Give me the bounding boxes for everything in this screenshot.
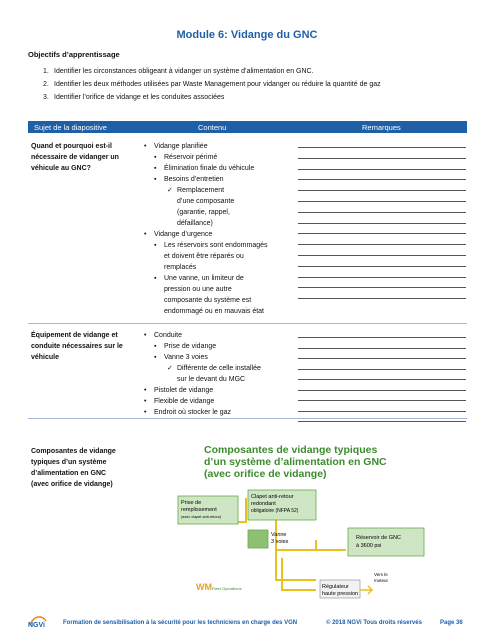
svg-text:obligatoire (NFPA 52): obligatoire (NFPA 52) — [251, 508, 299, 514]
svg-text:haute pression: haute pression — [322, 591, 359, 597]
remark-line[interactable] — [298, 379, 466, 380]
table-header — [28, 121, 467, 133]
ngvi-logo — [26, 613, 50, 629]
remark-line[interactable] — [298, 255, 466, 256]
content-text: d’une composante — [177, 198, 235, 205]
bullet-icon: ▪ — [154, 242, 157, 249]
header-subject: Sujet de la diapositive — [34, 123, 107, 132]
pipe-lines — [282, 558, 316, 590]
header-content: Contenu — [198, 123, 227, 132]
header-remarks: Remarques — [362, 123, 401, 132]
remark-line[interactable] — [298, 244, 466, 245]
remark-line[interactable] — [298, 348, 466, 349]
svg-text:3 voies: 3 voies — [271, 539, 289, 545]
bullet-icon: • — [144, 398, 147, 405]
bullet-icon: ▪ — [154, 275, 157, 282]
remark-line[interactable] — [298, 400, 466, 401]
wm-logo: WM — [196, 582, 212, 592]
row-divider — [28, 323, 467, 324]
checkmark-icon: ✓ — [167, 187, 173, 194]
remark-line[interactable] — [298, 287, 466, 288]
bullet-icon: ▪ — [154, 154, 157, 161]
content-text: Différente de celle installée — [177, 365, 261, 372]
content-text: Vidange planifiée — [154, 143, 208, 150]
remark-line[interactable] — [298, 421, 466, 422]
content-text: (garantie, rappel, — [177, 209, 230, 216]
svg-text:redondant: redondant — [251, 501, 276, 507]
content-text: Réservoir périmé — [164, 154, 218, 161]
remark-line[interactable] — [298, 179, 466, 180]
svg-text:Vers le: Vers le — [374, 572, 388, 577]
row2-subject: Équipement de vidange et conduite nécessaires sur le véhicule — [31, 332, 123, 361]
bullet-icon: • — [144, 332, 147, 339]
bullet-icon: ▪ — [154, 176, 157, 183]
svg-text:NGVi: NGVi — [28, 622, 45, 629]
content-text: Les réservoirs sont endommagés — [164, 242, 268, 249]
svg-text:Réservoir de GNC: Réservoir de GNC — [356, 535, 401, 541]
content-text: Remplacement — [177, 187, 225, 194]
bullet-icon: ▪ — [154, 354, 157, 361]
diagram-title-line: (avec orifice de vidange) — [204, 468, 327, 480]
remark-line[interactable] — [298, 337, 466, 338]
drain-components-diagram — [176, 440, 472, 605]
content-text: Endroit où stocker le gaz — [154, 409, 232, 416]
fleet-operations-label: Fleet Operations — [212, 586, 242, 591]
content-text: composante du système est — [164, 297, 252, 304]
row1-subject: Quand et pourquoi est-il nécessaire de vidanger un véhicule au GNC? — [31, 143, 119, 172]
svg-text:Régulateur: Régulateur — [322, 584, 349, 590]
content-text: Élimination finale du véhicule — [164, 165, 255, 172]
reservoir-box — [348, 528, 424, 556]
content-text: Flexible de vidange — [154, 398, 215, 405]
diagram-title-line: Composantes de vidange typiques — [204, 444, 378, 456]
remark-line[interactable] — [298, 201, 466, 202]
svg-text:(avec clapet anti-retour): (avec clapet anti-retour) — [181, 515, 222, 519]
row1-content — [140, 141, 290, 321]
content-text: sur le devant du MGC — [177, 376, 246, 383]
content-text: endommagé ou en mauvais état — [164, 308, 265, 315]
remark-line[interactable] — [298, 266, 466, 267]
row3-subject: Composantes de vidange typiques d’un système d’alimentation en GNC (avec orifice de vidange) — [31, 448, 116, 488]
content-text: Vidange d’urgence — [154, 231, 213, 238]
content-text: Prise de vidange — [164, 343, 217, 350]
remark-line[interactable] — [298, 369, 466, 370]
footer-copyright: © 2018 NGVi Tous droits réservés — [326, 620, 422, 626]
content-text: défaillance) — [177, 220, 213, 227]
remark-line[interactable] — [298, 390, 466, 391]
content-text: Besoins d’entretien — [164, 176, 224, 183]
bullet-icon: • — [144, 143, 147, 150]
content-text: remplacés — [164, 264, 197, 271]
content-text: Conduite — [154, 332, 183, 339]
page-title: Module 6: Vidange du GNC — [176, 29, 318, 41]
remark-line[interactable] — [298, 190, 466, 191]
vanne-symbol — [248, 530, 268, 548]
objectives-heading: Objectifs d’apprentissage — [28, 50, 120, 59]
content-text: et doivent être réparés ou — [164, 253, 244, 260]
bullet-icon: ▪ — [154, 343, 157, 350]
remark-line[interactable] — [298, 223, 466, 224]
content-text: pression ou une autre — [164, 286, 232, 293]
bullet-icon: • — [144, 409, 147, 416]
objective-item: 1. Identifier les circonstances obligeant à vidanger un système d’alimentation en GNC. — [43, 68, 314, 75]
bullet-icon: • — [144, 231, 147, 238]
svg-text:Vanne: Vanne — [271, 532, 287, 538]
remark-line[interactable] — [298, 298, 466, 299]
footer-text: Formation de sensibilisation à la sécurité pour les techniciens en charge des VGN — [63, 620, 298, 626]
objectives-list — [43, 65, 381, 104]
remark-line[interactable] — [298, 358, 466, 359]
remark-line[interactable] — [298, 169, 466, 170]
remark-line[interactable] — [298, 158, 466, 159]
content-text: Une vanne, un limiteur de — [164, 275, 244, 282]
content-text: Vanne 3 voies — [164, 354, 208, 361]
bullet-icon: ▪ — [154, 165, 157, 172]
remark-line[interactable] — [298, 147, 466, 148]
row2-content — [140, 330, 290, 420]
remark-line[interactable] — [298, 212, 466, 213]
svg-text:moteur: moteur — [374, 578, 389, 583]
svg-text:Clapet anti-retour: Clapet anti-retour — [251, 494, 294, 500]
checkmark-icon: ✓ — [167, 365, 173, 372]
svg-text:Prise de: Prise de — [181, 500, 202, 506]
footer-page: Page 36 — [440, 620, 463, 626]
bullet-icon: • — [144, 387, 147, 394]
remark-line[interactable] — [298, 233, 466, 234]
svg-text:remplissement: remplissement — [181, 507, 217, 513]
objective-item: 3. Identifier l’orifice de vidange et les conduites associées — [43, 94, 225, 101]
svg-text:à 3600 psi: à 3600 psi — [356, 543, 382, 549]
objective-item: 2. Identifier les deux méthodes utilisées par Waste Management pour vidanger ou réduire la quantité de gaz — [43, 81, 381, 88]
remark-line[interactable] — [298, 277, 466, 278]
diagram-title-line: d’un système d’alimentation en GNC — [204, 456, 387, 468]
content-text: Pistolet de vidange — [154, 387, 214, 394]
remark-line[interactable] — [298, 411, 466, 412]
